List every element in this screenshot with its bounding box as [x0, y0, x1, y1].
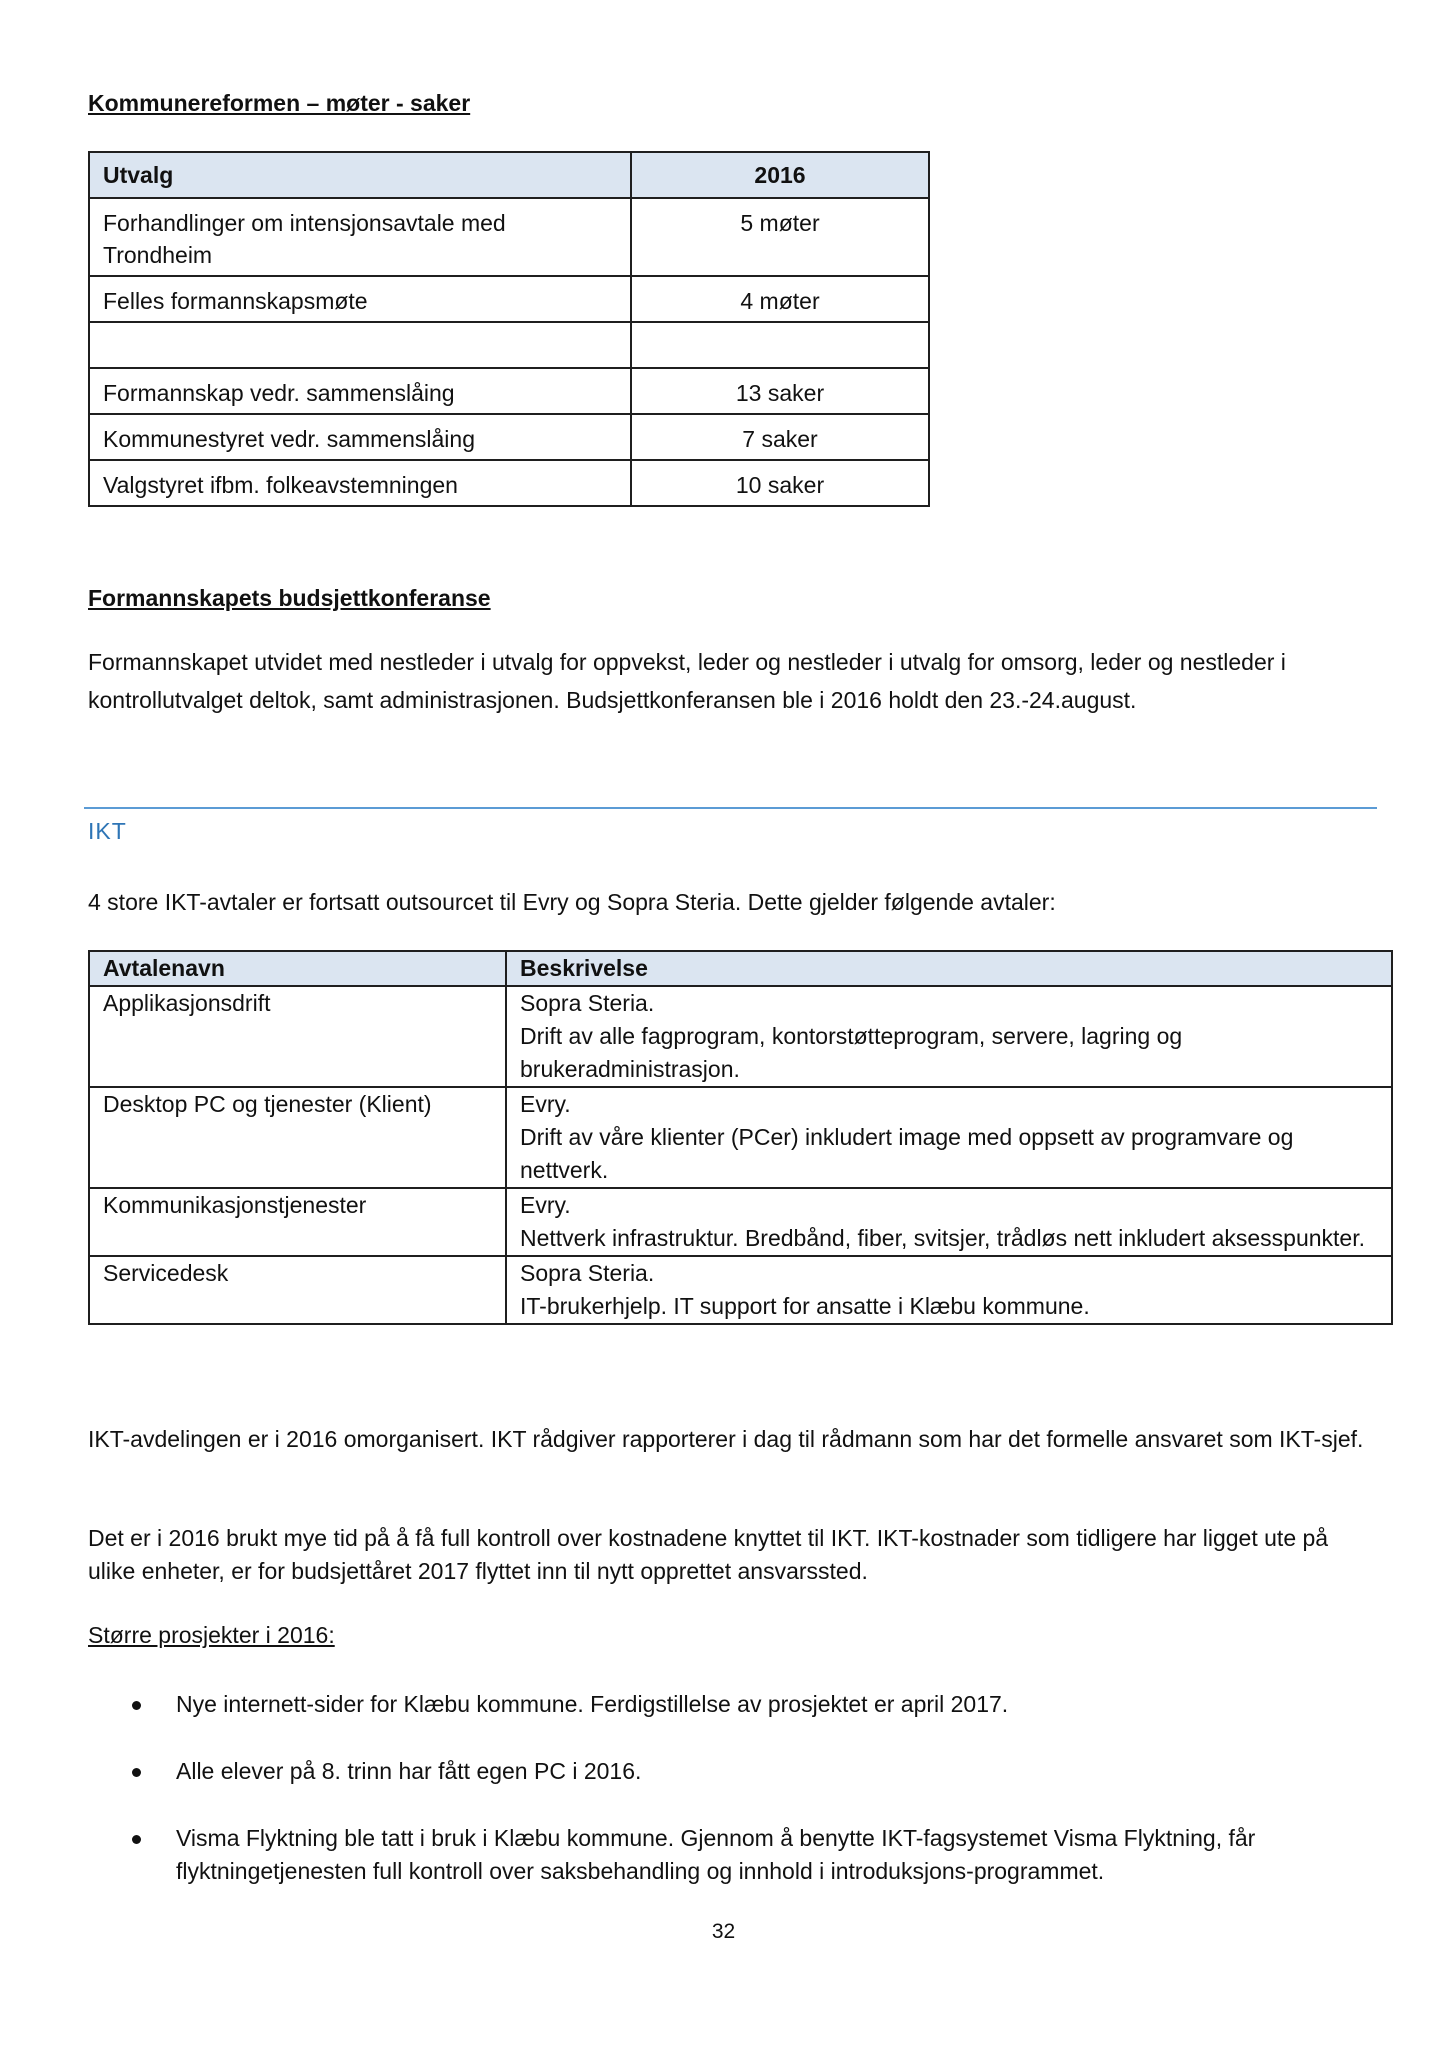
section-heading-budsjettkonferanse: Formannskapets budsjettkonferanse	[88, 585, 491, 611]
header-beskrivelse: Beskrivelse	[506, 951, 1392, 986]
agreement-name: Servicedesk	[89, 1256, 506, 1324]
agreements-table	[88, 950, 1393, 1325]
page-number: 32	[711, 1920, 736, 1943]
agreement-desc-text: Drift av våre klienter (PCer) inkludert image med oppsett av programvare og nettverk.	[520, 1124, 1294, 1183]
list-item	[88, 1755, 1378, 1788]
table-cell: 10 saker	[631, 460, 929, 506]
table-cell: Felles formannskapsmøte	[89, 276, 631, 322]
header-avtalenavn: Avtalenavn	[89, 951, 506, 986]
agreement-desc-text: IT-brukerhjelp. IT support for ansatte i Klæbu kommune.	[520, 1293, 1090, 1319]
agreement-supplier: Sopra Steria.	[520, 1260, 655, 1286]
table-cell: 13 saker	[631, 368, 929, 414]
agreement-description	[506, 1256, 1392, 1324]
agreement-description	[506, 1087, 1392, 1188]
table-row	[89, 986, 1392, 1087]
table-cell: 7 saker	[631, 414, 929, 460]
projects-heading: Større prosjekter i 2016:	[88, 1622, 335, 1648]
agreement-desc-text: Nettverk infrastruktur. Bredbånd, fiber, svitsjer, trådløs nett inkludert aksesspunkter.	[520, 1225, 1365, 1251]
ikt-paragraph-costs: Det er i 2016 brukt mye tid på å få full kontroll over kostnadene knyttet til IKT. IKT-kostnader som tidligere har ligget ute på ulike enheter, er for budsjettåret 2017 flyttet inn til nytt opprettet ansvarssted.	[88, 1525, 1329, 1584]
bullet-icon	[132, 1835, 141, 1844]
projects-list	[88, 1688, 1378, 1922]
meetings-table	[88, 151, 930, 507]
table-header-row	[89, 951, 1392, 986]
agreement-description	[506, 1188, 1392, 1256]
section-heading-kommunereformen: Kommunereformen – møter - saker	[88, 90, 471, 116]
agreement-description	[506, 986, 1392, 1087]
section-divider	[84, 807, 1377, 809]
ikt-paragraph-reorg: IKT-avdelingen er i 2016 omorganisert. IKT rådgiver rapporterer i dag til rådmann som har det formelle ansvaret som IKT-sjef.	[88, 1426, 1364, 1452]
ikt-heading: IKT	[88, 818, 127, 844]
agreement-supplier: Sopra Steria.	[520, 990, 655, 1016]
table-row	[89, 1256, 1392, 1324]
agreement-desc-text: Drift av alle fagprogram, kontorstøtteprogram, servere, lagring og brukeradministrasjon.	[520, 1023, 1183, 1082]
project-text: Alle elever på 8. trinn har fått egen PC i 2016.	[176, 1758, 642, 1784]
budget-paragraph: Formannskapet utvidet med nestleder i utvalg for oppvekst, leder og nestleder i utvalg for omsorg, leder og nestleder i kontrollutvalget deltok, samt administrasjonen. Budsjettkonferansen ble i 2016 holdt den 23.-24.august.	[88, 649, 1286, 713]
table-row	[89, 1188, 1392, 1256]
table-cell	[631, 322, 929, 368]
table-cell: 5 møter	[631, 198, 929, 276]
table-row	[89, 368, 929, 414]
project-text: Nye internett-sider for Klæbu kommune. Ferdigstillelse av prosjektet er april 2017.	[176, 1691, 1009, 1717]
table-row	[89, 322, 929, 368]
project-text: Visma Flyktning ble tatt i bruk i Klæbu kommune. Gjennom å benytte IKT-fagsystemet Visma Flyktning, får flyktningetjenesten full kontroll over saksbehandling og innhold i introduksjons-programmet.	[176, 1825, 1256, 1884]
agreement-supplier: Evry.	[520, 1091, 571, 1117]
table-header-row	[89, 152, 929, 198]
bullet-icon	[132, 1701, 141, 1710]
bullet-icon	[132, 1768, 141, 1777]
table-row	[89, 460, 929, 506]
table-cell: 4 møter	[631, 276, 929, 322]
table-row	[89, 198, 929, 276]
table-cell: Kommunestyret vedr. sammenslåing	[89, 414, 631, 460]
header-year: 2016	[631, 152, 929, 198]
agreement-name: Desktop PC og tjenester (Klient)	[89, 1087, 506, 1188]
table-cell: Formannskap vedr. sammenslåing	[89, 368, 631, 414]
agreement-name: Kommunikasjonstjenester	[89, 1188, 506, 1256]
table-row	[89, 414, 929, 460]
agreement-supplier: Evry.	[520, 1192, 571, 1218]
header-utvalg: Utvalg	[89, 152, 631, 198]
table-cell	[89, 322, 631, 368]
table-cell: Forhandlinger om intensjonsavtale med Trondheim	[89, 198, 631, 276]
table-row	[89, 1087, 1392, 1188]
table-cell: Valgstyret ifbm. folkeavstemningen	[89, 460, 631, 506]
ikt-intro: 4 store IKT-avtaler er fortsatt outsourcet til Evry og Sopra Steria. Dette gjelder følgende avtaler:	[88, 889, 1056, 915]
list-item	[88, 1822, 1378, 1888]
table-row	[89, 276, 929, 322]
list-item	[88, 1688, 1378, 1721]
agreement-name: Applikasjonsdrift	[89, 986, 506, 1087]
